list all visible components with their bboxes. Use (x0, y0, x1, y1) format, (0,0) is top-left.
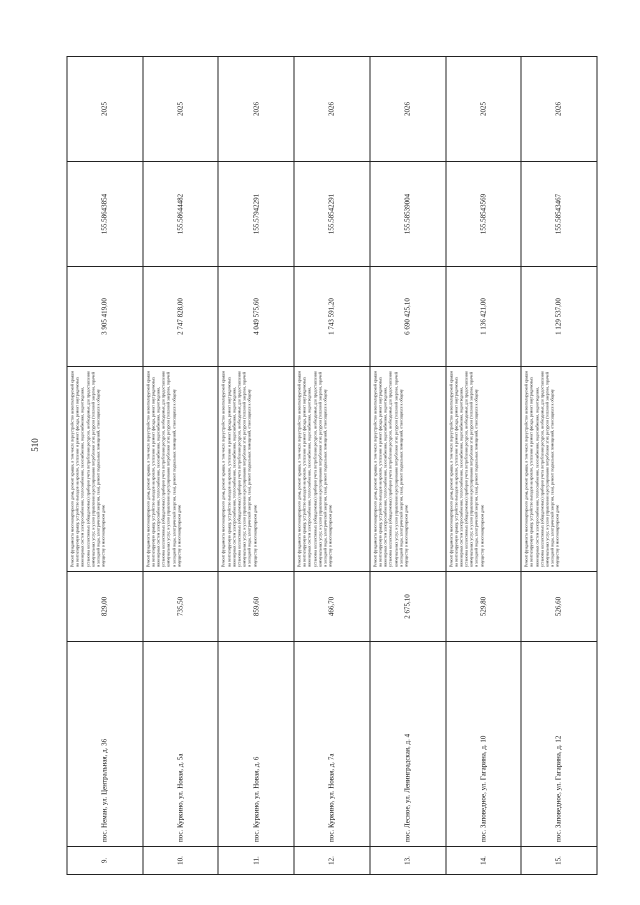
row-number: 10. (142, 846, 218, 874)
row-works: Ремонт фундамента многоквартирного дома, ремонт крыши, в том числе переустройство невентилируемой крыши на вентилируемую крышу, устройство выходов на кровлю, утепление и ремонт фасада, ремонт внутридомовых инженерных систем электроснабжения, теплоснабжения, газоснабжения, водоснабжения, водоотведения, установка коллективных (общедомовых) приборов учета потребления ресурсов, необходимых для предоставления коммунальных услуг, и узлов управления и регулирования потребления этих ресурсов (тепловой энергии, горячей и холодной воды, электрической энергии, газа), ремонт подвальных помещений, относящихся к общему имуществу в многоквартирном доме (67, 366, 143, 571)
capital-repair-table-wrapper (66, 57, 597, 875)
table-row (142, 56, 218, 874)
row-code: 155.57942291 (218, 161, 294, 266)
row-year: 2026 (218, 56, 294, 161)
row-address: пос. Куркино, ул. Новая, д. 6 (218, 641, 294, 846)
row-code: 155.58643854 (67, 161, 143, 266)
row-address: пос. Заповедное, ул. Гагарина, д. 10 (445, 641, 521, 846)
row-address: пос. Неман, ул. Центральная, д. 36 (67, 641, 143, 846)
row-code: 155.58542291 (294, 161, 370, 266)
table-row (218, 56, 294, 874)
row-year: 2026 (521, 56, 597, 161)
row-year: 2025 (445, 56, 521, 161)
row-cost: 2 747 828,00 (142, 266, 218, 366)
row-address: пос. Лесное, ул. Ленинградская, д. 4 (369, 641, 445, 846)
table-row (521, 56, 597, 874)
row-year: 2026 (369, 56, 445, 161)
row-area: 859,60 (218, 571, 294, 641)
row-year: 2025 (67, 56, 143, 161)
row-address: пос. Куркино, ул. Новая, д. 5а (142, 641, 218, 846)
row-number: 14. (445, 846, 521, 874)
row-area: 2 675,10 (369, 571, 445, 641)
row-code: 155.58543467 (521, 161, 597, 266)
row-year: 2026 (294, 56, 370, 161)
row-code: 155.58644482 (142, 161, 218, 266)
table-row (67, 56, 143, 874)
row-number: 9. (67, 846, 143, 874)
table-row (369, 56, 445, 874)
row-area: 829,00 (67, 571, 143, 641)
row-code: 155.58539004 (369, 161, 445, 266)
row-area: 466,70 (294, 571, 370, 641)
capital-repair-table (66, 56, 597, 875)
row-area: 529,80 (445, 571, 521, 641)
row-works: Ремонт фундамента многоквартирного дома, ремонт крыши, в том числе переустройство невентилируемой крыши на вентилируемую крышу, устройство выходов на кровлю, утепление и ремонт фасада, ремонт внутридомовых инженерных систем электроснабжения, теплоснабжения, газоснабжения, водоснабжения, водоотведения, установка коллективных (общедомовых) приборов учета потребления ресурсов, необходимых для предоставления коммунальных услуг, и узлов управления и регулирования потребления этих ресурсов (тепловой энергии, горячей и холодной воды, электрической энергии, газа), ремонт подвальных помещений, относящихся к общему имуществу в многоквартирном доме (521, 366, 597, 571)
row-number: 13. (369, 846, 445, 874)
row-cost: 4 049 575,60 (218, 266, 294, 366)
row-address: пос. Заповедное, ул. Гагарина, д. 12 (521, 641, 597, 846)
row-code: 155.58543569 (445, 161, 521, 266)
row-works: Ремонт фундамента многоквартирного дома, ремонт крыши, в том числе переустройство невентилируемой крыши на вентилируемую крышу, устройство выходов на кровлю, утепление и ремонт фасада, ремонт внутридомовых инженерных систем электроснабжения, теплоснабжения, газоснабжения, водоснабжения, водоотведения, установка коллективных (общедомовых) приборов учета потребления ресурсов, необходимых для предоставления коммунальных услуг, и узлов управления и регулирования потребления этих ресурсов (тепловой энергии, горячей и холодной воды, электрической энергии, газа), ремонт подвальных помещений, относящихся к общему имуществу в многоквартирном доме (142, 366, 218, 571)
table-row (445, 56, 521, 874)
table-row (294, 56, 370, 874)
row-cost: 1 129 537,00 (521, 266, 597, 366)
row-number: 11. (218, 846, 294, 874)
row-works: Ремонт фундамента многоквартирного дома, ремонт крыши, в том числе переустройство невентилируемой крыши на вентилируемую крышу, устройство выходов на кровлю, утепление и ремонт фасада, ремонт внутридомовых инженерных систем электроснабжения, теплоснабжения, газоснабжения, водоснабжения, водоотведения, установка коллективных (общедомовых) приборов учета потребления ресурсов, необходимых для предоставления коммунальных услуг, и узлов управления и регулирования потребления этих ресурсов (тепловой энергии, горячей и холодной воды, электрической энергии, газа), ремонт подвальных помещений, относящихся к общему имуществу в многоквартирном доме (445, 366, 521, 571)
row-cost: 3 905 419,00 (67, 266, 143, 366)
page-number: 510 (30, 438, 40, 452)
row-number: 15. (521, 846, 597, 874)
row-year: 2025 (142, 56, 218, 161)
row-area: 526,60 (521, 571, 597, 641)
row-number: 12. (294, 846, 370, 874)
row-cost: 6 690 425,10 (369, 266, 445, 366)
row-address: пос. Куркино, ул. Новая, д. 7а (294, 641, 370, 846)
row-works: Ремонт фундамента многоквартирного дома, ремонт крыши, в том числе переустройство невентилируемой крыши на вентилируемую крышу, устройство выходов на кровлю, утепление и ремонт фасада, ремонт внутридомовых инженерных систем электроснабжения, теплоснабжения, газоснабжения, водоснабжения, водоотведения, установка коллективных (общедомовых) приборов учета потребления ресурсов, необходимых для предоставления коммунальных услуг, и узлов управления и регулирования потребления этих ресурсов (тепловой энергии, горячей и холодной воды, электрической энергии, газа), ремонт подвальных помещений, относящихся к общему имуществу в многоквартирном доме (369, 366, 445, 571)
row-cost: 1 743 591,20 (294, 266, 370, 366)
row-area: 735,50 (142, 571, 218, 641)
row-cost: 1 136 421,00 (445, 266, 521, 366)
row-works: Ремонт фундамента многоквартирного дома, ремонт крыши, в том числе переустройство невентилируемой крыши на вентилируемую крышу, устройство выходов на кровлю, утепление и ремонт фасада, ремонт внутридомовых инженерных систем электроснабжения, теплоснабжения, газоснабжения, водоснабжения, водоотведения, установка коллективных (общедомовых) приборов учета потребления ресурсов, необходимых для предоставления коммунальных услуг, и узлов управления и регулирования потребления этих ресурсов (тепловой энергии, горячей и холодной воды, электрической энергии, газа), ремонт подвальных помещений, относящихся к общему имуществу в многоквартирном доме (218, 366, 294, 571)
row-works: Ремонт фундамента многоквартирного дома, ремонт крыши, в том числе переустройство невентилируемой крыши на вентилируемую крышу, устройство выходов на кровлю, утепление и ремонт фасада, ремонт внутридомовых инженерных систем электроснабжения, теплоснабжения, газоснабжения, водоснабжения, водоотведения, установка коллективных (общедомовых) приборов учета потребления ресурсов, необходимых для предоставления коммунальных услуг, и узлов управления и регулирования потребления этих ресурсов (тепловой энергии, горячей и холодной воды, электрической энергии, газа), ремонт подвальных помещений, относящихся к общему имуществу в многоквартирном доме (294, 366, 370, 571)
